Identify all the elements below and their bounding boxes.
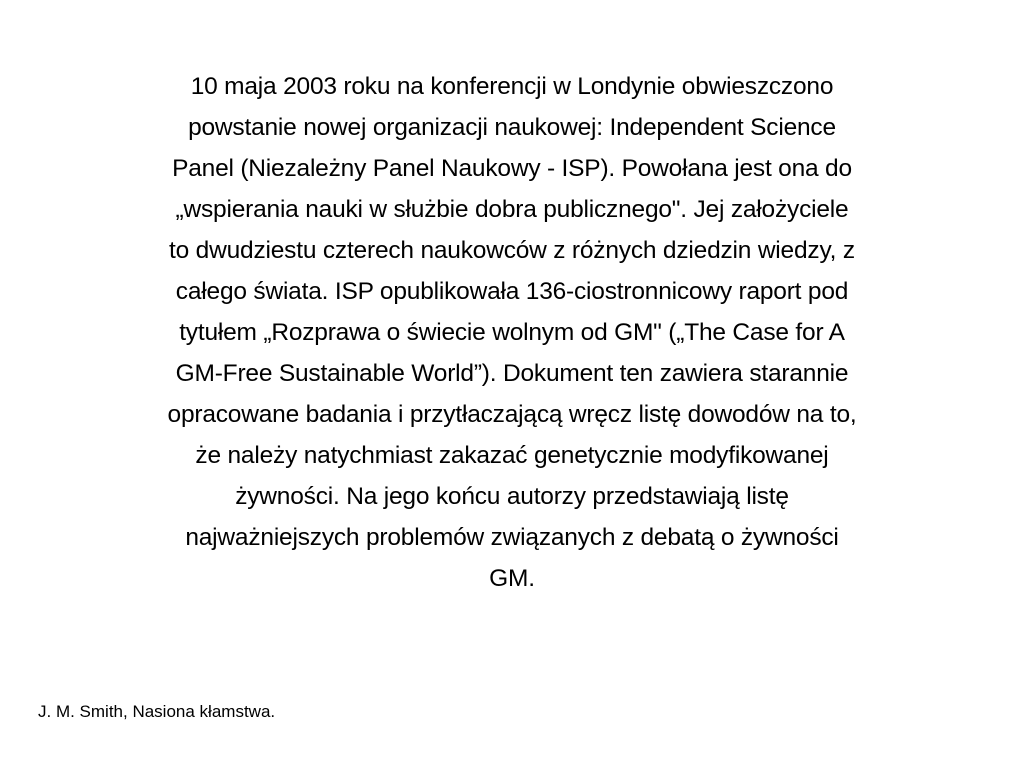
body-text-line: to dwudziestu czterech naukowców z różnych dziedzin wiedzy, z bbox=[169, 237, 855, 264]
body-text-line: GM. bbox=[489, 565, 535, 592]
body-text-line: GM-Free Sustainable World”). Dokument ten zawiera starannie bbox=[175, 360, 849, 387]
body-text-line: opracowane badania i przytłaczającą wręcz listę dowodów na to, bbox=[167, 401, 857, 428]
body-text-line: całego świata. ISP opublikowała 136-ciostronnicowy raport pod bbox=[175, 278, 849, 305]
body-text-line: „wspierania nauki w służbie dobra publicznego". Jej założyciele bbox=[175, 196, 849, 223]
source-citation: J. M. Smith, Nasiona kłamstwa. bbox=[38, 702, 276, 721]
body-text-line: powstanie nowej organizacji naukowej: Independent Science bbox=[188, 114, 836, 141]
slide-body-text bbox=[58, 66, 966, 599]
body-text-line: że należy natychmiast zakazać genetycznie modyfikowanej bbox=[195, 442, 829, 469]
body-text-line: Panel (Niezależny Panel Naukowy - ISP). Powołana jest ona do bbox=[172, 155, 852, 182]
body-text-line: tytułem „Rozprawa o świecie wolnym od GM" („The Case for A bbox=[179, 319, 845, 346]
body-text-line: najważniejszych problemów związanych z debatą o żywności bbox=[185, 524, 839, 551]
body-text-line: 10 maja 2003 roku na konferencji w Londynie obwieszczono bbox=[190, 73, 834, 100]
body-text-line: żywności. Na jego końcu autorzy przedstawiają listę bbox=[235, 483, 789, 510]
